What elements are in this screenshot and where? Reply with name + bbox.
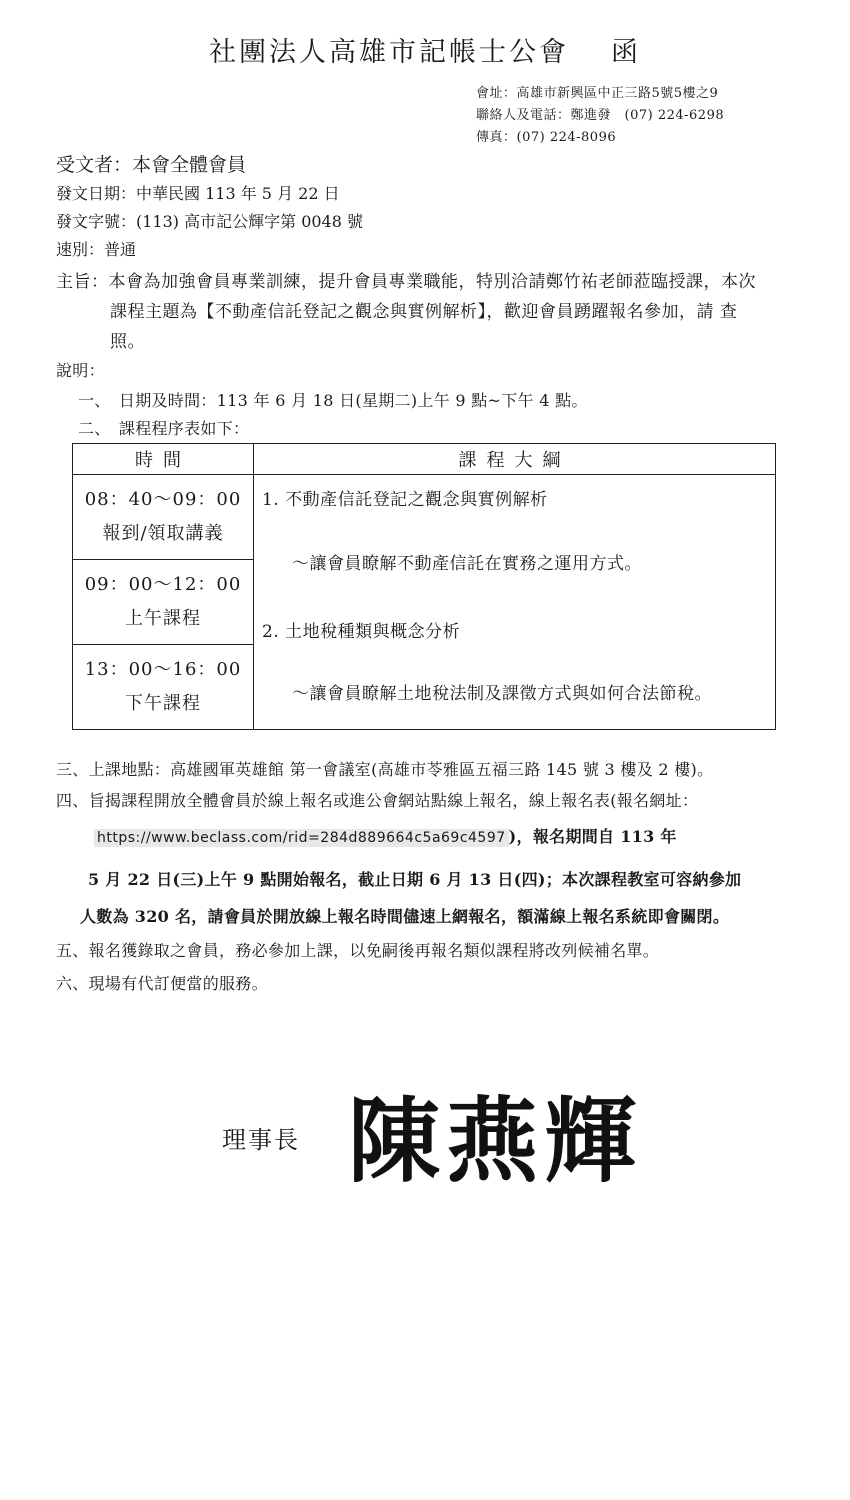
item-4-line-2-tail: )，報名期間自 113 年 xyxy=(508,827,677,846)
time-range: 08：40～09：00 xyxy=(84,489,242,510)
time-cell xyxy=(73,645,254,730)
time-cell xyxy=(73,475,254,560)
explanation-heading: 說明： xyxy=(56,361,105,380)
time-cell xyxy=(73,560,254,645)
outline-cell xyxy=(254,475,776,730)
table-row xyxy=(73,475,776,560)
subject-line-2: 課程主題為【不動產信託登記之觀念與實例解析】，歡迎會員踴躍報名參加，請 查 xyxy=(110,302,738,322)
time-label: 下午課程 xyxy=(125,693,201,714)
subject-line-1: 主旨：本會為加強會員專業訓練，提升會員專業職能，特別洽請鄭竹祐老師蒞臨授課，本次 xyxy=(56,272,756,292)
chairman-title: 理事長 xyxy=(222,1126,300,1154)
subject-line-3: 照。 xyxy=(110,332,145,352)
outline-topic-1: 1. 不動產信託登記之觀念與實例解析 xyxy=(262,490,548,510)
doc-number-line: 發文字號：(113) 高市記公輝字第 0048 號 xyxy=(56,212,364,231)
table-header-row xyxy=(73,444,776,475)
chairman-signature-stamp xyxy=(348,1085,648,1195)
address-line: 會址：高雄市新興區中正三路5號5樓之9 xyxy=(476,86,719,101)
fax-line: 傳真：(07) 224-8096 xyxy=(476,130,617,145)
date-line: 發文日期：中華民國 113 年 5 月 22 日 xyxy=(56,184,340,203)
outline-topic-2: 2. 土地稅種類與概念分析 xyxy=(262,622,461,642)
item-6: 六、現場有代訂便當的服務。 xyxy=(56,974,268,993)
item-4-line-1: 四、旨揭課程開放全體會員於線上報名或進公會網站點線上報名，線上報名表(報名網址： xyxy=(56,791,699,810)
doc-type: 函 xyxy=(611,37,641,68)
item-5: 五、報名獲錄取之會員，務必參加上課，以免嗣後再報名類似課程將改列候補名單。 xyxy=(56,941,660,960)
outline-desc-2: ～讓會員瞭解土地稅法制及課徵方式與如何合法節稅。 xyxy=(292,684,712,704)
schedule-table xyxy=(72,443,776,730)
org-name: 社團法人高雄市記帳士公會 xyxy=(209,37,569,68)
time-range: 13：00～16：00 xyxy=(84,659,242,680)
item-3: 三、上課地點：高雄國軍英雄館 第一會議室(高雄市苓雅區五福三路 145 號 3 樓及 2 樓)。 xyxy=(56,760,714,779)
registration-url[interactable]: https://www.beclass.com/rid=284d889664c5a69c4597 xyxy=(94,829,509,847)
contact-line: 聯絡人及電話：鄭進發 (07) 224-6298 xyxy=(476,108,725,123)
item-4-line-3: 5 月 22 日(三)上午 9 點開始報名，截止日期 6 月 13 日(四)；本次課程教室可容納參加 xyxy=(88,870,742,889)
item-4-line-4: 人數為 320 名，請會員於開放線上報名時間儘速上網報名，額滿線上報名系統即會關閉。 xyxy=(80,907,730,926)
explanation-item-1: 一、 日期及時間：113 年 6 月 18 日(星期二)上午 9 點~下午 4 點。 xyxy=(78,391,588,410)
header-outline: 課程大綱 xyxy=(254,444,776,475)
time-label: 報到/領取講義 xyxy=(102,523,224,544)
urgency-line: 速別：普通 xyxy=(56,240,137,259)
header-time: 時間 xyxy=(73,444,254,475)
recipient-line: 受文者：本會全體會員 xyxy=(56,154,247,176)
document-title xyxy=(0,30,850,69)
time-label: 上午課程 xyxy=(125,608,201,629)
time-range: 09：00～12：00 xyxy=(84,574,242,595)
item-4-line-2 xyxy=(94,824,677,847)
explanation-item-2: 二、 課程程序表如下： xyxy=(78,419,250,438)
outline-desc-1: ～讓會員瞭解不動產信託在實務之運用方式。 xyxy=(292,554,642,574)
signature-name: 陳燕輝 xyxy=(348,1087,643,1195)
